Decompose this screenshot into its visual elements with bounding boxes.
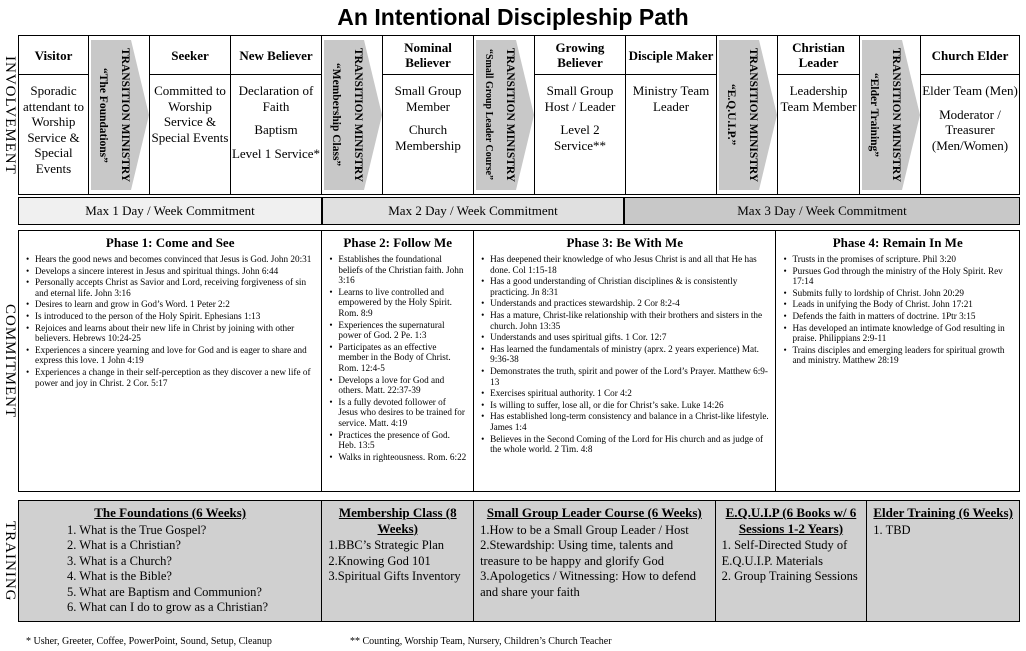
transition-foundations [89, 36, 150, 194]
stage-title: Growing Believer [535, 36, 625, 75]
stage-title: Christian Leader [778, 36, 859, 75]
list-item: • Has established long-term consistency and balance in a Christ-like lifestyle. James 1:4 [490, 411, 769, 432]
training-table [18, 500, 1020, 622]
stage-text: Baptism [254, 122, 298, 137]
transition-label: TRANSITION MINISTRY [504, 47, 516, 183]
list-item: • Defends the faith in matters of doctrine. 1Ptr 3:15 [792, 311, 1013, 322]
list-item: 1. TBD [873, 522, 911, 537]
training-label: TRAINING [2, 520, 18, 602]
list-item: • Develops a sincere interest in Jesus and spiritual things. John 6:44 [35, 266, 315, 277]
stage-text: Sporadic attendant to Worship Service & Special Events [22, 83, 84, 176]
transition-course: “Small Group Leader Course” [483, 49, 494, 181]
list-item: 2. What is a Christian? [67, 538, 181, 552]
list-item: 3.Spiritual Gifts Inventory [328, 569, 461, 583]
training-title: Small Group Leader Course (6 Weeks) [486, 505, 702, 520]
transition-label: TRANSITION MINISTRY [352, 47, 364, 183]
stage-disciple-maker [626, 36, 717, 194]
transition-label: TRANSITION MINISTRY [119, 47, 131, 183]
phase-title: Phase 3: Be With Me [566, 235, 684, 250]
list-item: • Is willing to suffer, lose all, or die for Christ’s sake. Luke 14:26 [490, 400, 769, 411]
training-elder [867, 501, 1019, 621]
stage-text: Moderator / Treasurer (Men/Women) [931, 106, 1009, 153]
list-item: • Trains disciples and emerging leaders for spiritual growth and ministry. Matthew 28:19 [792, 345, 1013, 366]
list-item: 4. What is the Bible? [67, 569, 172, 583]
commitment-phases [18, 230, 1020, 492]
phase-title: Phase 1: Come and See [105, 235, 235, 250]
transition-label: TRANSITION MINISTRY [890, 47, 902, 183]
training-title: E.Q.U.I.P (6 Books w/ 6 Sessions 1-2 Years) [725, 505, 857, 536]
phase-1 [19, 231, 322, 491]
involvement-label: INVOLVEMENT [2, 56, 18, 175]
transition-course: “E.Q.U.I.P.” [725, 84, 737, 146]
list-item: • Demonstrates the truth, spirit and power of the Lord’s Prayer. Matthew 6:9-13 [490, 366, 769, 387]
transition-course: “Membership Class” [330, 63, 342, 167]
list-item: • Is a fully devoted follower of Jesus who desires to be trained for service. Matt. 4:19 [338, 397, 467, 429]
list-item: • Is introduced to the person of the Holy Spirit. Ephesians 1:13 [35, 311, 315, 322]
list-item: • Participates as an effective member in the Body of Christ. Rom. 12:4-5 [338, 342, 467, 374]
list-item: 3.Apologetics / Witnessing: How to defend and share your faith [480, 569, 696, 599]
training-title: Membership Class (8 Weeks) [338, 505, 457, 536]
stage-title: Visitor [19, 36, 88, 75]
stage-text: Church Membership [395, 122, 461, 153]
list-item: • Submits fully to lordship of Christ. John 20:29 [792, 288, 1013, 299]
list-item: • Learns to live controlled and empowered by the Holy Spirit. Rom. 8:9 [338, 287, 467, 319]
list-item: 1.BBC’s Strategic Plan [328, 538, 444, 552]
stage-visitor [19, 36, 89, 194]
list-item: • Has a mature, Christ-like relationship with their brothers and sisters in the church. John 13:35 [490, 310, 769, 331]
stage-text: Level 2 Service** [554, 122, 606, 153]
stage-text: Declaration of Faith [238, 83, 314, 114]
stage-title: Nominal Believer [383, 36, 473, 75]
phase-title: Phase 2: Follow Me [343, 235, 453, 250]
transition-membership [322, 36, 383, 194]
list-item: • Establishes the foundational beliefs of the Christian faith. John 3:16 [338, 254, 467, 286]
stage-text: Level 1 Service* [231, 145, 321, 161]
list-item: 6. What can I do to grow as a Christian? [67, 600, 269, 614]
list-item: 2.Stewardship: Using time, talents and treasure to be happy and glorify God [480, 538, 674, 568]
list-item: • Desires to learn and grow in God’s Word. 1 Peter 2:2 [35, 299, 315, 310]
stage-text: Committed to Worship Service & Special Events [151, 83, 229, 145]
list-item: • Experiences the supernatural power of God. 2 Pe. 1:3 [338, 320, 467, 341]
list-item: 1. Self-Directed Study of E.Q.U.I.P. Materials [721, 538, 848, 568]
list-item: 2.Knowing God 101 [328, 553, 431, 568]
list-item: • Has deepened their knowledge of who Jesus Christ is and all that He has done. Col 1:15-18 [490, 254, 769, 275]
transition-label: TRANSITION MINISTRY [747, 47, 759, 183]
stage-seeker [150, 36, 231, 194]
stage-title: Church Elder [921, 36, 1019, 75]
list-item: • Develops a love for God and others. Matt. 22:37-39 [338, 375, 467, 396]
footnote-level2: ** Counting, Worship Team, Nursery, Children’s Church Teacher [350, 636, 612, 647]
training-equip [716, 501, 868, 621]
stage-christian-leader [778, 36, 860, 194]
list-item: • Believes in the Second Coming of the Lord for His church and as judge of the whole world. 2 Tim. 4:8 [490, 434, 769, 455]
stage-growing-believer [535, 36, 626, 194]
training-membership [322, 501, 474, 621]
list-item: 2. Group Training Sessions [721, 569, 858, 583]
list-item: • Walks in righteousness. Rom. 6:22 [338, 452, 467, 463]
stage-text: Ministry Team Leader [632, 83, 710, 114]
list-item: • Has learned the fundamentals of ministry (aprx. 2 years experience) Mat. 9:36-38 [490, 344, 769, 365]
list-item: • Trusts in the promises of scripture. Phil 3:20 [792, 254, 1013, 265]
phase-2 [322, 231, 474, 491]
list-item: • Experiences a sincere yearning and love for God and is eager to share and express this love. 1 John 4:19 [35, 345, 315, 366]
list-item: • Hears the good news and becomes convinced that Jesus is God. John 20:31 [35, 254, 315, 265]
stage-text: Small Group Member [394, 83, 462, 114]
commitment-bar-1: Max 1 Day / Week Commitment [18, 197, 322, 225]
transition-course: “Elder Training” [868, 72, 880, 158]
list-item: • Experiences a change in their self-perception as they discover a new life of power and joy in Christ. 2 Cor. 5:17 [35, 367, 315, 388]
stage-nominal-believer [383, 36, 474, 194]
list-item: 5. What are Baptism and Communion? [67, 584, 262, 599]
list-item: • Understands and practices stewardship. 2 Cor 8:2-4 [490, 298, 769, 309]
phase-title: Phase 4: Remain In Me [832, 235, 963, 250]
training-foundations [19, 501, 322, 621]
stage-text: Elder Team (Men) [922, 83, 1018, 98]
list-item: 1. What is the True Gospel? [67, 522, 207, 537]
list-item: 1.How to be a Small Group Leader / Host [480, 522, 689, 537]
footnote-level1: * Usher, Greeter, Coffee, PowerPoint, Sound, Setup, Cleanup [26, 636, 272, 647]
stage-church-elder [921, 36, 1019, 194]
involvement-grid [18, 35, 1020, 195]
list-item: • Understands and uses spiritual gifts. 1 Cor. 12:7 [490, 332, 769, 343]
transition-course: “The Foundations” [97, 67, 109, 163]
stage-title: Disciple Maker [626, 36, 716, 75]
phase-3 [474, 231, 776, 491]
stage-title: New Believer [231, 36, 321, 75]
commitment-bar-2: Max 2 Day / Week Commitment [322, 197, 624, 225]
list-item: • Personally accepts Christ as Savior and Lord, receiving forgiveness of sin and eternal life. John 3:16 [35, 277, 315, 298]
transition-elder [860, 36, 921, 194]
page-title: An Intentional Discipleship Path [337, 4, 689, 30]
list-item: • Leads in unifying the Body of Christ. John 17:21 [792, 299, 1013, 310]
stage-text: Leadership Team Member [780, 83, 857, 114]
stage-text: Small Group Host / Leader [544, 83, 616, 114]
list-item: • Exercises spiritual authority. 1 Cor 4:2 [490, 388, 769, 399]
list-item: • Has developed an intimate knowledge of God resulting in praise. Philippians 2:9-11 [792, 323, 1013, 344]
training-title: Elder Training (6 Weeks) [873, 505, 1013, 520]
commitment-bar-3: Max 3 Day / Week Commitment [624, 197, 1020, 225]
transition-equip [717, 36, 778, 194]
list-item: • Pursues God through the ministry of the Holy Spirit. Rev 17:14 [792, 266, 1013, 287]
list-item: • Rejoices and learns about their new life in Christ by joining with other believers. Hebrews 10:24-25 [35, 323, 315, 344]
stage-title: Seeker [150, 36, 230, 75]
commitment-label: COMMITMENT [2, 303, 18, 419]
list-item: 3. What is a Church? [67, 553, 172, 568]
transition-small-group [474, 36, 535, 194]
stage-new-believer [231, 36, 322, 194]
list-item: • Has a good understanding of Christian disciplines & is consistently practicing. Jn 8:31 [490, 276, 769, 297]
training-small-group [474, 501, 716, 621]
list-item: • Practices the presence of God. Heb. 13:5 [338, 430, 467, 451]
training-title: The Foundations (6 Weeks) [94, 505, 247, 520]
phase-4 [776, 231, 1019, 491]
